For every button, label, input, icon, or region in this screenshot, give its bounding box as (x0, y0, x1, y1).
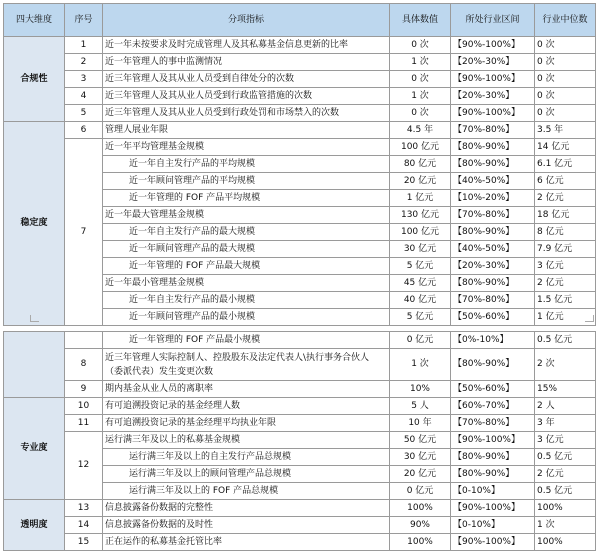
row-median: 15% (535, 381, 596, 398)
table-row (4, 332, 596, 349)
row-indicator: 近一年顾问管理产品的最大规模 (103, 241, 390, 258)
header-row (4, 4, 596, 37)
row-indicator: 近一年自主发行产品的平均规模 (103, 156, 390, 173)
row-seq: 9 (65, 381, 103, 398)
row-median: 0 次 (535, 88, 596, 105)
table-row (4, 71, 596, 88)
row-range: 【80%-90%】 (451, 139, 535, 156)
rating-table-part-2 (3, 331, 596, 551)
row-median: 6 亿元 (535, 173, 596, 190)
dimension-stability-continued (4, 332, 65, 398)
row-indicator: 正在运作的私募基金托管比率 (103, 534, 390, 551)
table-row (4, 88, 596, 105)
row-value: 40 亿元 (390, 292, 451, 309)
row-median: 3 亿元 (535, 432, 596, 449)
page-break-mark-right (585, 315, 594, 322)
row-median: 0.5 亿元 (535, 332, 596, 349)
row-value: 45 亿元 (390, 275, 451, 292)
row-value: 1 次 (390, 54, 451, 71)
row-range: 【90%-100%】 (451, 105, 535, 122)
row-value: 0 亿元 (390, 332, 451, 349)
row-indicator: 运行满三年及以上的顾问管理产品总规模 (103, 466, 390, 483)
table-row (4, 122, 596, 139)
row-value: 0 次 (390, 71, 451, 88)
table-row (4, 139, 596, 156)
row-indicator: 运行满三年及以上的自主发行产品总规模 (103, 449, 390, 466)
row-seq-empty (65, 332, 103, 349)
row-seq: 2 (65, 54, 103, 71)
row-seq: 4 (65, 88, 103, 105)
table-row (4, 432, 596, 449)
row-median: 2 亿元 (535, 190, 596, 207)
row-value: 100% (390, 500, 451, 517)
row-median: 8 亿元 (535, 224, 596, 241)
row-value: 90% (390, 517, 451, 534)
row-median: 0.5 亿元 (535, 483, 596, 500)
row-value: 4.5 年 (390, 122, 451, 139)
row-range: 【0%-10%】 (451, 332, 535, 349)
table-row (4, 37, 596, 54)
row-median: 100% (535, 500, 596, 517)
row-range: 【90%-100%】 (451, 37, 535, 54)
row-range: 【20%-30%】 (451, 88, 535, 105)
row-indicator: 近一年最大管理基金规模 (103, 207, 390, 224)
row-median: 18 亿元 (535, 207, 596, 224)
row-indicator: 信息披露备份数据的完整性 (103, 500, 390, 517)
row-range: 【70%-80%】 (451, 122, 535, 139)
row-value: 100% (390, 534, 451, 551)
header-dimension: 四大维度 (4, 4, 65, 37)
row-range: 【60%-70%】 (451, 398, 535, 415)
row-indicator: 近三年管理人及其从业人员受到自律处分的次数 (103, 71, 390, 88)
row-indicator: 近三年管理人及其从业人员受到行政监管措施的次数 (103, 88, 390, 105)
row-median: 0 次 (535, 54, 596, 71)
dimension-transparency: 透明度 (4, 500, 65, 551)
row-value: 20 亿元 (390, 466, 451, 483)
row-range: 【70%-80%】 (451, 207, 535, 224)
row-indicator: 运行满三年及以上的私募基金规模 (103, 432, 390, 449)
table-row (4, 534, 596, 551)
row-median: 1 亿元 (535, 309, 596, 326)
row-value: 30 亿元 (390, 449, 451, 466)
row-value: 10 年 (390, 415, 451, 432)
row-value: 10% (390, 381, 451, 398)
table-row (4, 54, 596, 71)
dimension-compliance: 合规性 (4, 37, 65, 122)
row-range: 【70%-80%】 (451, 292, 535, 309)
row-median: 1.5 亿元 (535, 292, 596, 309)
row-seq: 5 (65, 105, 103, 122)
row-median: 2 亿元 (535, 275, 596, 292)
row-seq: 8 (65, 349, 103, 381)
row-range: 【90%-100%】 (451, 71, 535, 88)
row-median: 2 亿元 (535, 466, 596, 483)
row-seq: 11 (65, 415, 103, 432)
row-median: 1 次 (535, 517, 596, 534)
table-row (4, 517, 596, 534)
row-indicator: 近三年管理人实际控制人、控股股东及法定代表人\执行事务合伙人（委派代表）发生变更次数 (103, 349, 390, 381)
rating-table-part-1 (3, 3, 596, 326)
row-median: 7.9 亿元 (535, 241, 596, 258)
row-indicator: 近一年自主发行产品的最小规模 (103, 292, 390, 309)
table-row (4, 415, 596, 432)
dimension-professional: 专业度 (4, 398, 65, 500)
row-seq: 13 (65, 500, 103, 517)
row-range: 【90%-100%】 (451, 534, 535, 551)
row-indicator: 管理人展业年限 (103, 122, 390, 139)
row-value: 100 亿元 (390, 139, 451, 156)
table-row (4, 500, 596, 517)
row-range: 【0-10%】 (451, 483, 535, 500)
row-range: 【0-10%】 (451, 517, 535, 534)
row-median: 100% (535, 534, 596, 551)
table-row (4, 349, 596, 381)
row-range: 【80%-90%】 (451, 156, 535, 173)
row-range: 【20%-30%】 (451, 258, 535, 275)
row-indicator: 近一年管理的 FOF 产品平均规模 (103, 190, 390, 207)
row-indicator: 近一年自主发行产品的最大规模 (103, 224, 390, 241)
row-seq-merged: 7 (65, 139, 103, 326)
row-value: 0 次 (390, 37, 451, 54)
row-median: 14 亿元 (535, 139, 596, 156)
row-range: 【80%-90%】 (451, 275, 535, 292)
row-seq: 15 (65, 534, 103, 551)
row-indicator: 近一年顾问管理产品的平均规模 (103, 173, 390, 190)
row-indicator: 期内基金从业人员的离职率 (103, 381, 390, 398)
page-break-mark-left (30, 315, 39, 322)
header-range: 所处行业区间 (451, 4, 535, 37)
table-row (4, 381, 596, 398)
row-seq: 6 (65, 122, 103, 139)
row-median: 3.5 年 (535, 122, 596, 139)
row-value: 1 次 (390, 349, 451, 381)
row-seq: 1 (65, 37, 103, 54)
row-value: 1 亿元 (390, 190, 451, 207)
row-median: 0 次 (535, 37, 596, 54)
row-value: 100 亿元 (390, 224, 451, 241)
row-indicator: 近一年平均管理基金规模 (103, 139, 390, 156)
row-range: 【20%-30%】 (451, 54, 535, 71)
dimension-stability: 稳定度 (4, 122, 65, 326)
row-indicator: 近一年顾问管理产品的最小规模 (103, 309, 390, 326)
row-indicator: 近一年管理人的事中监测情况 (103, 54, 390, 71)
row-range: 【50%-60%】 (451, 381, 535, 398)
row-indicator: 运行满三年及以上的 FOF 产品总规模 (103, 483, 390, 500)
row-range: 【90%-100%】 (451, 432, 535, 449)
row-range: 【80%-90%】 (451, 449, 535, 466)
row-indicator: 近一年最小管理基金规模 (103, 275, 390, 292)
header-median: 行业中位数 (535, 4, 596, 37)
row-range: 【80%-90%】 (451, 224, 535, 241)
row-indicator: 有可追溯投资记录的基金经理人数 (103, 398, 390, 415)
table-row (4, 105, 596, 122)
row-median: 2 次 (535, 349, 596, 381)
row-value: 50 亿元 (390, 432, 451, 449)
row-median: 0 次 (535, 71, 596, 88)
row-median: 0 次 (535, 105, 596, 122)
row-indicator: 近一年未按要求及时完成管理人及其私募基金信息更新的比率 (103, 37, 390, 54)
row-indicator: 近三年管理人及其从业人员受到行政处罚和市场禁入的次数 (103, 105, 390, 122)
row-range: 【90%-100%】 (451, 500, 535, 517)
row-median: 3 年 (535, 415, 596, 432)
row-value: 5 亿元 (390, 258, 451, 275)
row-value: 1 次 (390, 88, 451, 105)
row-value: 80 亿元 (390, 156, 451, 173)
row-indicator: 近一年管理的 FOF 产品最大规模 (103, 258, 390, 275)
row-range: 【40%-50%】 (451, 173, 535, 190)
row-value: 20 亿元 (390, 173, 451, 190)
row-value: 5 亿元 (390, 309, 451, 326)
row-range: 【80%-90%】 (451, 466, 535, 483)
row-range: 【80%-90%】 (451, 349, 535, 381)
row-indicator: 有可追溯投资记录的基金经理平均执业年限 (103, 415, 390, 432)
header-indicator: 分项指标 (103, 4, 390, 37)
row-seq: 14 (65, 517, 103, 534)
row-range: 【40%-50%】 (451, 241, 535, 258)
row-median: 2 人 (535, 398, 596, 415)
row-seq: 10 (65, 398, 103, 415)
table-row (4, 398, 596, 415)
row-value: 30 亿元 (390, 241, 451, 258)
row-range: 【70%-80%】 (451, 415, 535, 432)
row-seq-merged: 12 (65, 432, 103, 500)
row-median: 0.5 亿元 (535, 449, 596, 466)
row-range: 【50%-60%】 (451, 309, 535, 326)
row-median: 3 亿元 (535, 258, 596, 275)
row-indicator: 信息披露备份数据的及时性 (103, 517, 390, 534)
row-value: 130 亿元 (390, 207, 451, 224)
row-value: 0 亿元 (390, 483, 451, 500)
row-seq: 3 (65, 71, 103, 88)
header-seq: 序号 (65, 4, 103, 37)
row-indicator: 近一年管理的 FOF 产品最小规模 (103, 332, 390, 349)
row-range: 【10%-20%】 (451, 190, 535, 207)
row-median: 6.1 亿元 (535, 156, 596, 173)
header-value: 具体数值 (390, 4, 451, 37)
row-value: 0 次 (390, 105, 451, 122)
row-value: 5 人 (390, 398, 451, 415)
